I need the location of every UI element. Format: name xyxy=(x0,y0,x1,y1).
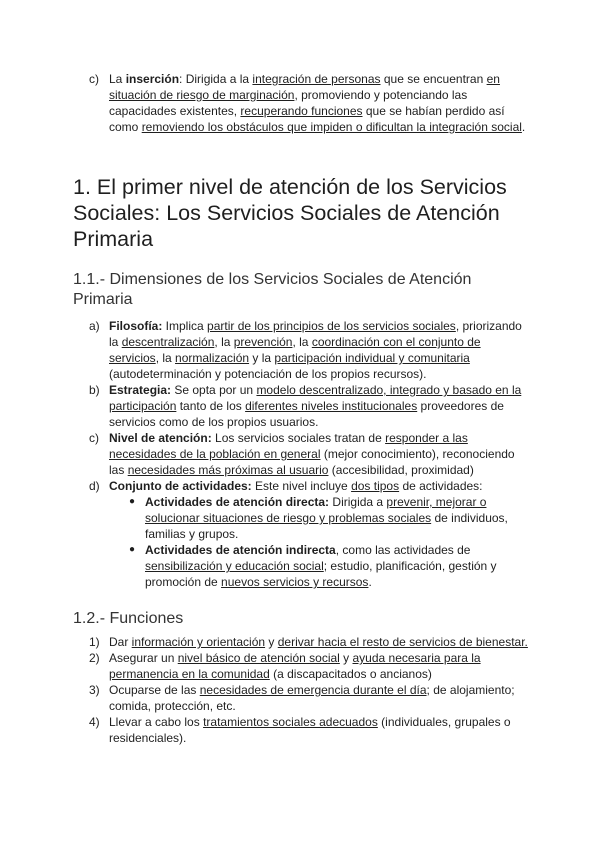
list-item-text xyxy=(109,651,481,681)
underlined-text: información y orientación xyxy=(131,635,266,649)
list-marker: 2) xyxy=(89,651,100,665)
bullet-dot-icon: ● xyxy=(129,496,136,507)
underlined-text: normalización xyxy=(175,351,250,365)
list-item xyxy=(0,318,600,382)
text-run: Dirigida a xyxy=(329,495,387,509)
text-run: Este nivel incluye xyxy=(251,479,352,493)
bold-text: Actividades de atención directa: xyxy=(145,495,330,509)
list-item xyxy=(0,714,600,746)
text-run: , la xyxy=(155,351,176,365)
underlined-text: recuperando funciones xyxy=(240,104,363,118)
functions-list xyxy=(0,634,600,746)
text-run: , priorizando la xyxy=(109,319,522,349)
list-item xyxy=(0,650,600,682)
bullet-item xyxy=(0,494,600,542)
underlined-text: sensibilización y educación social xyxy=(145,559,324,573)
text-run: (individuales, grupales o residenciales). xyxy=(109,715,511,745)
section-heading-1: 1. El primer nivel de atención de los Servicios Sociales: Los Servicios Sociales de Atención Primaria xyxy=(73,175,507,251)
list-marker: c) xyxy=(89,72,99,86)
text-run: (mejor conocimiento), reconociendo las xyxy=(109,447,515,477)
underlined-text: nivel básico de atención social xyxy=(177,651,340,665)
list-marker: d) xyxy=(89,479,100,493)
dimensions-list xyxy=(0,318,600,590)
list-item-text xyxy=(109,635,528,649)
underlined-text: responder a las necesidades de la población en general xyxy=(109,431,468,461)
list-item xyxy=(0,430,600,478)
intro-list xyxy=(0,71,600,135)
text-run: , la xyxy=(214,335,234,349)
text-run: Dar xyxy=(109,635,132,649)
text-run: que se habían perdido así como xyxy=(109,104,505,134)
underlined-text: derivar hacia el resto de servicios de bienestar. xyxy=(277,635,528,649)
underlined-text: prevenir, mejorar o solucionar situaciones de riesgo y problemas sociales xyxy=(145,495,487,525)
text-run: (autodeterminación y potenciación de los propios recursos). xyxy=(109,367,427,381)
list-marker: 3) xyxy=(89,683,100,697)
section-1-1 xyxy=(0,270,600,310)
list-item xyxy=(0,634,600,650)
subsection-heading-1-1: 1.1.- Dimensiones de los Servicios Sociales de Atención Primaria xyxy=(73,271,472,308)
text-run: Se opta por un xyxy=(171,383,257,397)
text-run: , como las actividades de xyxy=(335,543,471,557)
subsection-heading-1-2: 1.2.- Funciones xyxy=(73,610,184,627)
underlined-text: integración de personas xyxy=(252,72,381,86)
list-item xyxy=(0,682,600,714)
text-run: (accesibilidad, proximidad) xyxy=(328,463,474,477)
bold-text: Nivel de atención: xyxy=(109,431,212,445)
list-item-text xyxy=(109,383,521,429)
list-item xyxy=(0,478,600,494)
list-item-text xyxy=(109,72,525,134)
list-item-text xyxy=(109,319,522,381)
bullet-item-text xyxy=(145,543,497,589)
text-run: que se encuentran xyxy=(380,72,487,86)
text-run: ; de alojamiento; comida, protección, etc. xyxy=(109,683,515,713)
list-marker: c) xyxy=(89,431,99,445)
underlined-text: necesidades de emergencia durante el día xyxy=(199,683,427,697)
text-run: de individuos, familias y grupos. xyxy=(145,511,508,541)
bold-text: Actividades de atención indirecta xyxy=(145,543,336,557)
text-run: , promoviendo y potenciando las capacidades existentes, xyxy=(109,88,468,118)
underlined-text: coordinación con el conjunto de servicios xyxy=(109,335,481,365)
bold-text: inserción xyxy=(125,72,180,86)
underlined-text: partir de los principios de los servicios sociales xyxy=(207,319,456,333)
underlined-text: modelo descentralizado, integrado y basado en la participación xyxy=(109,383,522,413)
text-run: de actividades: xyxy=(399,479,483,493)
underlined-text: prevención xyxy=(233,335,293,349)
underlined-text: dos tipos xyxy=(351,479,400,493)
text-run: Asegurar un xyxy=(109,651,178,665)
text-run: (a discapacitados o ancianos) xyxy=(269,667,432,681)
text-run: . xyxy=(368,575,372,589)
underlined-text: ayuda necesaria para la permanencia en la comunidad xyxy=(109,651,481,681)
text-run: y xyxy=(265,635,278,649)
underlined-text: tratamientos sociales adecuados xyxy=(203,715,378,729)
underlined-text: participación individual y comunitaria xyxy=(274,351,470,365)
list-item xyxy=(0,382,600,430)
text-run: tanto de los xyxy=(176,399,246,413)
bold-text: Conjunto de actividades: xyxy=(109,479,252,493)
list-item xyxy=(0,71,600,135)
underlined-text: diferentes niveles institucionales xyxy=(245,399,418,413)
underlined-text: removiendo los obstáculos que impiden o dificultan la integración social xyxy=(141,120,522,134)
text-run: Los servicios sociales tratan de xyxy=(211,431,386,445)
text-run: , la xyxy=(292,335,312,349)
text-run: Ocuparse de las xyxy=(109,683,200,697)
underlined-text: necesidades más próximas al usuario xyxy=(127,463,329,477)
list-item-text xyxy=(109,479,483,493)
bold-text: Filosofía: xyxy=(109,319,163,333)
list-item-text xyxy=(109,431,515,477)
list-marker: 4) xyxy=(89,715,100,729)
text-run: Llevar a cabo los xyxy=(109,715,204,729)
text-run: y xyxy=(339,651,353,665)
text-run: Implica xyxy=(162,319,208,333)
bold-text: Estrategia: xyxy=(109,383,172,397)
underlined-text: descentralización xyxy=(121,335,215,349)
bullet-dot-icon: ● xyxy=(129,544,136,555)
list-marker: 1) xyxy=(89,635,100,649)
text-run: proveedores de servicios como de los propios usuarios. xyxy=(109,399,504,429)
text-run: y la xyxy=(249,351,275,365)
list-marker: b) xyxy=(89,383,100,397)
list-marker: a) xyxy=(89,319,100,333)
bullet-item-text xyxy=(145,495,508,541)
list-item-text xyxy=(109,683,515,713)
underlined-text: nuevos servicios y recursos xyxy=(221,575,369,589)
text-run: ; estudio, planificación, gestión y promoción de xyxy=(145,559,497,589)
bullet-item xyxy=(0,542,600,590)
section-1-2 xyxy=(0,609,600,629)
text-run: : Dirigida a la xyxy=(179,72,253,86)
list-item-text xyxy=(109,715,511,745)
underlined-text: en situación de riesgo de marginación xyxy=(109,72,500,102)
text-run: La xyxy=(109,72,126,86)
text-run: . xyxy=(521,120,526,134)
heading-block xyxy=(0,174,600,252)
